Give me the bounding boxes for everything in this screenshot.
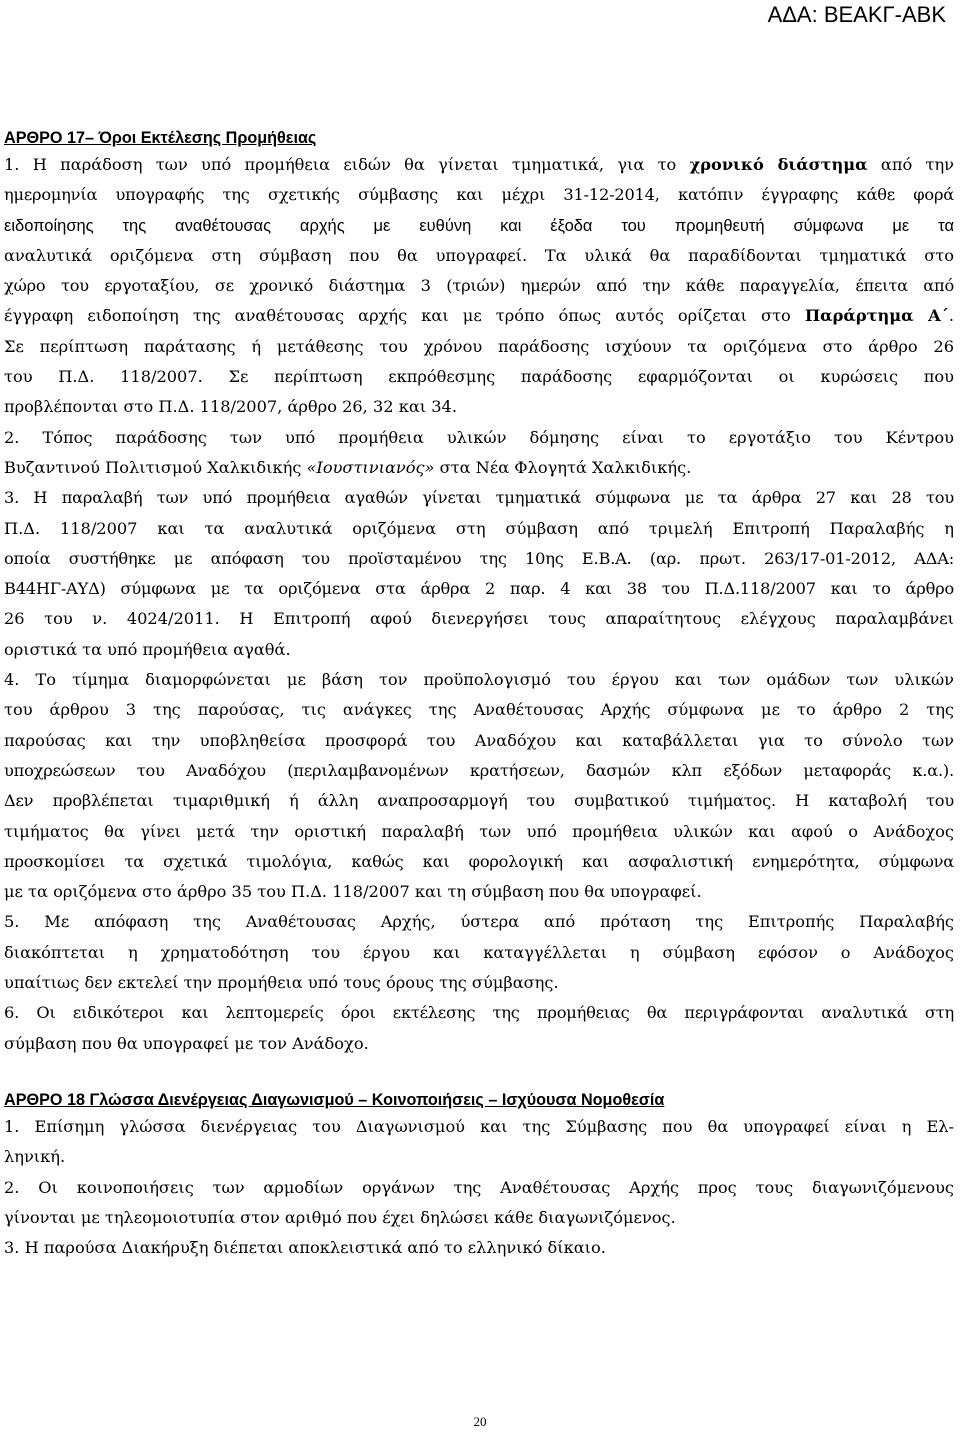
text-line: οριστικά τα υπό προμήθεια αγαθά. xyxy=(4,639,291,659)
text-line: διακόπτεται η χρηματοδότηση του έργου και καταγγέλλεται η σύμβαση εφόσον ο Ανάδοχος xyxy=(4,942,954,962)
text-run: στα Νέα Φλογητά Χαλκιδικής. xyxy=(434,457,692,477)
text-line: υποχρεώσεων του Αναδόχου (περιλαμβανομένων κρατήσεων, δασμών κλπ εξόδων μεταφοράς κ.α.). xyxy=(4,760,954,780)
text-line: του άρθρου 3 της παρούσας, τις ανάγκες της Αναθέτουσας Αρχής σύμφωνα με το άρθρο 2 της xyxy=(4,700,954,720)
article-17-paragraph-3 xyxy=(4,483,954,665)
text-run: από την xyxy=(867,155,954,174)
bold-term-time-period: χρονικό διάστημα xyxy=(689,155,868,174)
text-line: προβλέπονται στο Π.Δ. 118/2007, άρθρο 26, 32 και 34. xyxy=(4,397,458,417)
text-line: οποία συστήθηκε με απόφαση του προϊσταμένου της 10ης Ε.Β.Α. (αρ. πρωτ. 263/17-01-2012, ΑΔΑ: xyxy=(4,548,954,568)
text-line: Δεν προβλέπεται τιμαριθμική ή άλλη αναπροσαρμογή του συμβατικού τιμήματος. Η καταβολή του xyxy=(4,791,954,811)
text-line xyxy=(4,301,954,331)
text-line: ημερομηνία υπογραφής της σχετικής σύμβασης και μέχρι 31-12-2014, κατόπιν έγγραφης κάθε φορά xyxy=(4,185,954,205)
text-run: έγγραφη ειδοποίηση της αναθέτουσας αρχής και με τρόπο όπως αυτός ορίζεται στο xyxy=(4,306,805,326)
text-line: 3. Η παρούσα Διακήρυξη διέπεται αποκλειστικά από το ελληνικό δίκαιο. xyxy=(4,1238,606,1258)
bold-term-annex-a: Παράρτημα Α΄ xyxy=(804,306,949,326)
text-line: 6. Οι ειδικότεροι και λεπτομερείς όροι εκτέλεσης της προμήθειας θα περιγράφονται αναλυτικά στη xyxy=(4,1003,954,1023)
text-line: σύμβαση που θα υπογραφεί με τον Ανάδοχο. xyxy=(4,1033,369,1053)
article-18-heading: ΑΡΘΡΟ 18 Γλώσσα Διενέργειας Διαγωνισμού – Κοινοποιήσεις – Ισχύουσα Νομοθεσία xyxy=(4,1090,665,1109)
text-line: 5. Με απόφαση της Αναθέτουσας Αρχής, ύστερα από πρόταση της Επιτροπής Παραλαβής xyxy=(4,912,954,932)
text-line: του Π.Δ. 118/2007. Σε περίπτωση εκπρόθεσμης παράδοσης εφαρμόζονται οι κυρώσεις που xyxy=(4,367,954,387)
article-18-paragraph-2 xyxy=(4,1173,954,1234)
text-line: ληνική. xyxy=(4,1147,66,1167)
text-run: . xyxy=(948,306,954,326)
page-number: 20 xyxy=(473,1414,487,1429)
text-line: Π.Δ. 118/2007 και τα αναλυτικά οριζόμενα στη σύμβαση από τριμελή Επιτροπή Παραλαβής η xyxy=(4,518,954,538)
text-line xyxy=(4,453,954,483)
article-17-paragraph-4 xyxy=(4,665,954,907)
text-line: τιμήματος θα γίνει μετά την οριστική παραλαβή των υπό προμήθεια υλικών και αφού ο Ανάδοχος xyxy=(4,821,954,841)
document-body xyxy=(4,126,954,1263)
text-line: 26 του ν. 4024/2011. Η Επιτροπή αφού διενεργήσει τους απαραίτητους ελέγχους παραλαμβάνει xyxy=(4,609,954,629)
article-17-heading: ΑΡΘΡΟ 17– Όροι Εκτέλεσης Προμήθειας xyxy=(4,129,317,147)
text-line: με τα οριζόμενα στο άρθρο 35 του Π.Δ. 118/2007 και τη σύμβαση που θα υπογραφεί. xyxy=(4,882,702,902)
text-line: παρούσας και την υποβληθείσα προσφορά του Αναδόχου και καταβάλλεται για το σύνολο των xyxy=(4,730,954,750)
article-17-paragraph-1 xyxy=(4,150,954,423)
text-line: αναλυτικά οριζόμενα στη σύμβαση που θα υπογραφεί. Τα υλικά θα παραδίδονται τμηματικά στο xyxy=(4,245,954,265)
text-run: Βυζαντινού Πολιτισμού Χαλκιδικής xyxy=(4,457,307,477)
text-line: υπαίτιως δεν εκτελεί την προμήθεια υπό τους όρους της σύμβασης. xyxy=(4,973,559,993)
text-line: 3. Η παραλαβή των υπό προμήθεια αγαθών γίνεται τμηματικά σύμφωνα με τα άρθρα 27 και 28 του xyxy=(4,488,954,508)
text-line: 4. Το τίμημα διαμορφώνεται με βάση τον προϋπολογισμό του έργου και των ομάδων των υλικών xyxy=(4,670,954,690)
article-18-paragraph-1 xyxy=(4,1112,954,1173)
text-line: 1. Επίσημη γλώσσα διενέργειας του Διαγωνισμού και της Σύμβασης που θα υπογραφεί είναι η Ελ- xyxy=(4,1116,954,1136)
text-line: Σε περίπτωση παράτασης ή μετάθεσης του χρόνου παράδοσης ισχύουν τα οριζόμενα στο άρθρο 26 xyxy=(4,336,954,356)
text-line: 2. Οι κοινοποιήσεις των αρμοδίων οργάνων της Αναθέτουσας Αρχής προς τους διαγωνιζόμενους xyxy=(4,1177,954,1197)
italic-name: «Ιουστινιανός» xyxy=(306,457,435,477)
article-18-paragraph-3 xyxy=(4,1233,954,1263)
text-line: ειδοποίησης της αναθέτουσας αρχής με ευθύνη και έξοδα του προμηθευτή σύμφωνα με τα xyxy=(4,216,954,235)
article-17-paragraph-6 xyxy=(4,998,954,1059)
text-line xyxy=(4,150,954,180)
text-line: προσκομίσει τα σχετικά τιμολόγια, καθώς και φορολογική και ασφαλιστική ενημερότητα, σύμφωνα xyxy=(4,851,954,871)
article-17-paragraph-5 xyxy=(4,907,954,998)
text-run: 1. Η παράδοση των υπό προμήθεια ειδών θα γίνεται τμηματικά, για το xyxy=(4,155,690,174)
text-line: Β44ΗΓ-ΑΥΔ) σύμφωνα με τα οριζόμενα στα άρθρα 2 παρ. 4 και 38 του Π.Δ.118/2007 και το άρθρο xyxy=(4,579,954,599)
text-line: γίνονται με τηλεομοιοτυπία στον αριθμό που έχει δηλώσει κάθε διαγωνιζόμενος. xyxy=(4,1207,676,1227)
text-line: 2. Τόπος παράδοσης των υπό προμήθεια υλικών δόμησης είναι το εργοτάξιο του Κέντρου xyxy=(4,427,954,447)
text-line: χώρο του εργοταξίου, σε χρονικό διάστημα 3 (τριών) ημερών από την κάθε παραγγελία, έπειτα από xyxy=(4,276,954,296)
ada-code: ΑΔΑ: ΒΕΑΚΓ-ΑΒΚ xyxy=(767,2,946,27)
article-17-paragraph-2 xyxy=(4,423,954,484)
